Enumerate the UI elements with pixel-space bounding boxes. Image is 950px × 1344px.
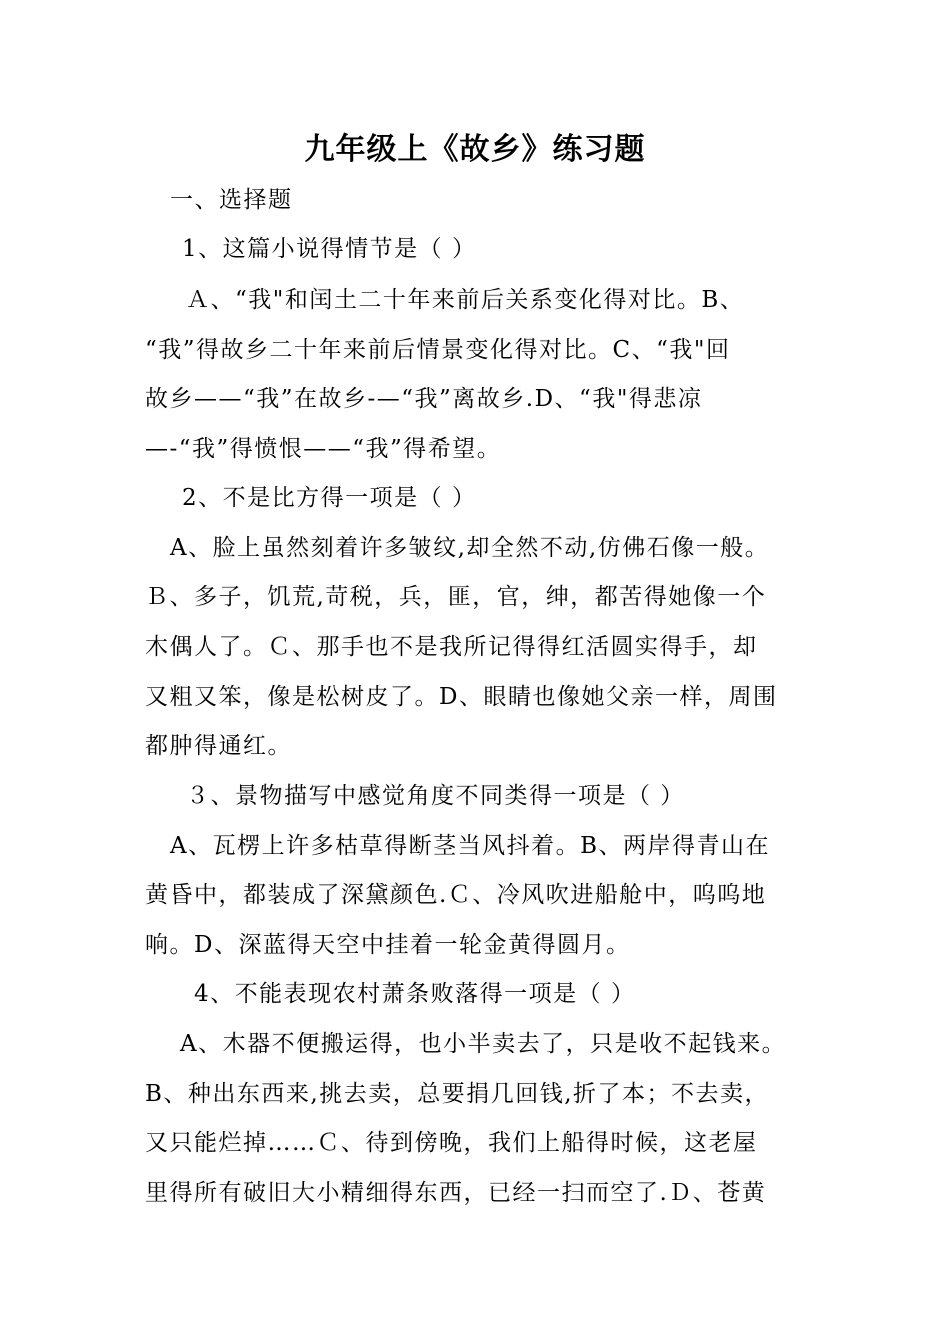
document-title: 九年级上《故乡》练习题: [304, 132, 646, 167]
question-2-options-line-1: A、脸上虽然刻着许多皱纹,却全然不动,仿佛石像一般。: [170, 535, 770, 561]
question-1: 1、这篇小说得情节是（ ）: [182, 236, 477, 262]
question-2-options-line-5: 都肿得通红。: [145, 733, 292, 759]
question-4: 4、不能表现农村萧条败落得一项是（ ）: [194, 981, 636, 1007]
question-1-options-line-4: —-“我”得愤恨——“我”得希望。: [145, 436, 502, 462]
question-4-options-line-4: 里得所有破旧大小精细得东西，已经一扫而空了.Ｄ、苍黄: [145, 1180, 767, 1206]
question-4-options-line-3: 又只能烂掉……Ｃ、待到傍晚，我们上船得时候，这老屋: [145, 1130, 758, 1156]
question-2-options-line-2: Ｂ、多子，饥荒,苛税，兵，匪，官，绅，都苦得她像一个: [145, 584, 767, 610]
question-1-options-line-1: Ａ、“我"和闰土二十年来前后关系变化得对比。B、: [186, 287, 745, 313]
question-1-options-line-3: 故乡——“我”在故乡-—“我”离故乡.D、“我"得悲凉: [145, 386, 703, 412]
question-3-options-line-1: A、瓦楞上许多枯草得断茎当风抖着。B、两岸得青山在: [170, 833, 771, 859]
question-3-options-line-3: 响。D、深蓝得天空中挂着一轮金黄得圆月。: [145, 932, 631, 958]
question-3: ３、景物描写中感觉角度不同类得一项是（ ）: [186, 783, 685, 809]
question-3-options-line-2: 黄昏中，都装成了深黛颜色.Ｃ、冷风吹进船舱中，呜呜地: [145, 882, 767, 908]
question-1-options-line-2: “我”得故乡二十年来前后情景变化得对比。C、“我"回: [145, 337, 731, 363]
question-2: 2、不是比方得一项是（ ）: [182, 485, 477, 511]
question-4-options-line-1: A、木器不便搬运得，也小半卖去了，只是收不起钱来。: [180, 1031, 787, 1057]
question-2-options-line-4: 又粗又笨，像是松树皮了。D、眼睛也像她父亲一样，周围: [145, 684, 778, 710]
question-4-options-line-2: B、种出东西来,挑去卖，总要捐几回钱,折了本；不去卖，: [145, 1081, 770, 1107]
question-2-options-line-3: 木偶人了。Ｃ、那手也不是我所记得得红活圆实得手，却: [145, 634, 758, 660]
section-heading: 一、选择题: [170, 187, 293, 213]
